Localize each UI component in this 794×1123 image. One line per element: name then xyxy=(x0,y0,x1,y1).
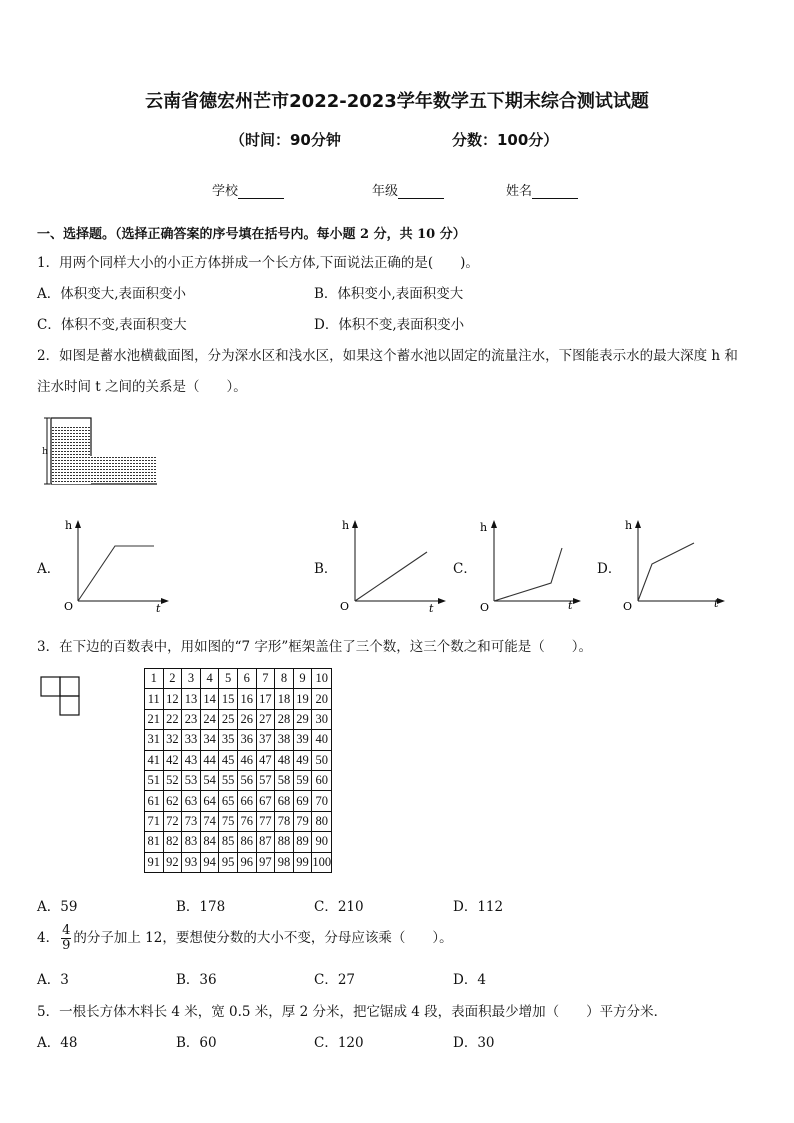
hundred-chart-cell: 6 xyxy=(237,669,256,689)
hundred-chart-row xyxy=(145,730,332,750)
hundred-chart-cell: 15 xyxy=(219,689,238,709)
hundred-chart-cell: 57 xyxy=(256,770,275,790)
hundred-chart-cell: 87 xyxy=(256,832,275,852)
hundred-chart-cell: 51 xyxy=(145,770,164,790)
graph-b-t-label: t xyxy=(429,602,434,615)
school-field[interactable] xyxy=(212,180,284,199)
q4-stem-row xyxy=(37,920,453,956)
hundred-chart-cell: 40 xyxy=(312,730,332,750)
q4-fraction xyxy=(61,924,71,953)
hundred-chart-row xyxy=(145,770,332,790)
hundred-chart-row xyxy=(145,750,332,770)
hundred-chart-cell: 90 xyxy=(312,832,332,852)
q4-denominator: 9 xyxy=(62,938,71,953)
hundred-chart-cell: 16 xyxy=(237,689,256,709)
hundred-chart-cell: 42 xyxy=(163,750,182,770)
q1-option-b: B．体积变小,表面积变大 xyxy=(314,286,464,302)
hundred-chart-cell: 13 xyxy=(182,689,201,709)
q1-option-a: A．体积变大,表面积变小 xyxy=(37,286,187,302)
hundred-chart-cell: 98 xyxy=(275,852,294,872)
pool-cross-section-figure xyxy=(40,412,162,492)
hundred-chart-cell: 23 xyxy=(182,709,201,729)
q2-stem-line2: 注水时间 t 之间的关系是（ ）。 xyxy=(37,379,247,395)
graph-a xyxy=(60,515,172,615)
graph-c xyxy=(476,515,588,615)
exam-time: （时间：90分钟 xyxy=(230,131,341,149)
q3-option-c: C．210 xyxy=(314,899,364,915)
hundred-chart-cell: 76 xyxy=(237,811,256,831)
hundred-chart-cell: 59 xyxy=(293,770,312,790)
q3-option-b: B．178 xyxy=(176,899,226,915)
hundred-chart-cell: 81 xyxy=(145,832,164,852)
q3-option-a: A．59 xyxy=(37,899,78,915)
graph-d-origin: O xyxy=(623,600,633,613)
deep-area xyxy=(52,426,90,484)
q2-option-b: B． xyxy=(314,561,338,577)
graph-a-t-label: t xyxy=(156,602,161,615)
hundred-chart-cell: 96 xyxy=(237,852,256,872)
hundred-chart-cell: 52 xyxy=(163,770,182,790)
q3-option-d: D．112 xyxy=(453,899,504,915)
hundred-chart xyxy=(144,668,332,873)
q4-option-a: A．3 xyxy=(37,972,69,988)
hundred-chart-cell: 2 xyxy=(163,669,182,689)
hundred-chart-row xyxy=(145,791,332,811)
hundred-chart-cell: 62 xyxy=(163,791,182,811)
graph-d-t-label: t xyxy=(714,597,719,610)
hundred-chart-cell: 30 xyxy=(312,709,332,729)
hundred-chart-cell: 5 xyxy=(219,669,238,689)
hundred-chart-cell: 68 xyxy=(275,791,294,811)
seven-shape-frame xyxy=(40,676,82,718)
hundred-chart-cell: 21 xyxy=(145,709,164,729)
hundred-chart-cell: 28 xyxy=(275,709,294,729)
hundred-chart-cell: 24 xyxy=(200,709,219,729)
school-label: 学校 xyxy=(212,184,239,199)
q2-option-a: A． xyxy=(37,561,61,577)
hundred-chart-cell: 61 xyxy=(145,791,164,811)
q4-number: 4． xyxy=(37,930,60,946)
hundred-chart-cell: 34 xyxy=(200,730,219,750)
q2-option-c: C． xyxy=(453,561,477,577)
hundred-chart-cell: 50 xyxy=(312,750,332,770)
hundred-chart-cell: 31 xyxy=(145,730,164,750)
q1-stem: 1．用两个同样大小的小正方体拼成一个长方体,下面说法正确的是( )。 xyxy=(37,255,479,271)
hundred-chart-cell: 99 xyxy=(293,852,312,872)
graph-d xyxy=(620,515,732,615)
hundred-chart-cell: 94 xyxy=(200,852,219,872)
hundred-chart-cell: 72 xyxy=(163,811,182,831)
q4-option-d: D．4 xyxy=(453,972,486,988)
hundred-chart-row xyxy=(145,689,332,709)
hundred-chart-cell: 18 xyxy=(275,689,294,709)
q3-stem: 3．在下边的百数表中，用如图的“7 字形”框架盖住了三个数，这三个数之和可能是（ ）。 xyxy=(37,639,593,655)
hundred-chart-cell: 70 xyxy=(312,791,332,811)
hundred-chart-cell: 56 xyxy=(237,770,256,790)
hundred-chart-row xyxy=(145,811,332,831)
hundred-chart-cell: 73 xyxy=(182,811,201,831)
hundred-chart-cell: 45 xyxy=(219,750,238,770)
exam-score: 分数：100分） xyxy=(452,131,559,149)
hundred-chart-cell: 11 xyxy=(145,689,164,709)
hundred-chart-cell: 44 xyxy=(200,750,219,770)
hundred-chart-cell: 79 xyxy=(293,811,312,831)
hundred-chart-cell: 1 xyxy=(145,669,164,689)
hundred-chart-cell: 64 xyxy=(200,791,219,811)
hundred-chart-cell: 35 xyxy=(219,730,238,750)
hundred-chart-cell: 25 xyxy=(219,709,238,729)
graph-a-h-label: h xyxy=(65,519,73,532)
hundred-chart-cell: 9 xyxy=(293,669,312,689)
hundred-chart-cell: 86 xyxy=(237,832,256,852)
hundred-chart-cell: 14 xyxy=(200,689,219,709)
hundred-chart-cell: 10 xyxy=(312,669,332,689)
graph-b xyxy=(337,515,449,615)
hundred-chart-cell: 12 xyxy=(163,689,182,709)
hundred-chart-cell: 20 xyxy=(312,689,332,709)
hundred-chart-cell: 17 xyxy=(256,689,275,709)
hundred-chart-cell: 48 xyxy=(275,750,294,770)
hundred-chart-cell: 93 xyxy=(182,852,201,872)
hundred-chart-cell: 29 xyxy=(293,709,312,729)
q1-option-d: D．体积不变,表面积变小 xyxy=(314,317,465,333)
hundred-chart-cell: 80 xyxy=(312,811,332,831)
hundred-chart-cell: 22 xyxy=(163,709,182,729)
grade-blank[interactable] xyxy=(398,184,444,199)
q5-option-d: D．30 xyxy=(453,1035,495,1051)
hundred-chart-row xyxy=(145,669,332,689)
q5-option-c: C．120 xyxy=(314,1035,364,1051)
hundred-chart-cell: 46 xyxy=(237,750,256,770)
graph-c-h-label: h xyxy=(480,521,488,534)
hundred-chart-cell: 8 xyxy=(275,669,294,689)
hundred-chart-cell: 75 xyxy=(219,811,238,831)
hundred-chart-cell: 67 xyxy=(256,791,275,811)
hundred-chart-cell: 63 xyxy=(182,791,201,811)
hundred-chart-cell: 60 xyxy=(312,770,332,790)
hundred-chart-cell: 88 xyxy=(275,832,294,852)
q2-stem-line1: 2．如图是蓄水池横截面图，分为深水区和浅水区，如果这个蓄水池以固定的流量注水，下图能表示水的最大深度 h 和 xyxy=(37,348,738,364)
graph-a-line xyxy=(78,546,154,601)
hundred-chart-cell: 66 xyxy=(237,791,256,811)
name-label: 姓名 xyxy=(506,184,533,199)
graph-d-line xyxy=(638,543,694,601)
graph-a-origin: O xyxy=(64,600,74,613)
hundred-chart-cell: 55 xyxy=(219,770,238,790)
hundred-chart-cell: 85 xyxy=(219,832,238,852)
q1-option-c: C．体积不变,表面积变大 xyxy=(37,317,187,333)
hundred-chart-cell: 74 xyxy=(200,811,219,831)
q4-stem: 的分子加上 12，要想使分数的大小不变，分母应该乘（ ）。 xyxy=(73,930,453,946)
graph-c-line xyxy=(494,548,562,601)
hundred-chart-cell: 37 xyxy=(256,730,275,750)
graph-b-origin: O xyxy=(340,600,350,613)
hundred-chart-cell: 54 xyxy=(200,770,219,790)
hundred-chart-cell: 53 xyxy=(182,770,201,790)
hundred-chart-cell: 58 xyxy=(275,770,294,790)
hundred-chart-cell: 71 xyxy=(145,811,164,831)
q5-stem: 5．一根长方体木料长 4 米，宽 0.5 米，厚 2 分米，把它锯成 4 段，表面积最少增加（ ）平方分米． xyxy=(37,1004,668,1020)
depth-label: h xyxy=(42,447,48,457)
hundred-chart-row xyxy=(145,832,332,852)
hundred-chart-cell: 33 xyxy=(182,730,201,750)
hundred-chart-cell: 27 xyxy=(256,709,275,729)
hundred-chart-cell: 83 xyxy=(182,832,201,852)
q4-option-c: C．27 xyxy=(314,972,356,988)
q5-option-a: A．48 xyxy=(37,1035,78,1051)
hundred-chart-cell: 32 xyxy=(163,730,182,750)
hundred-chart-cell: 3 xyxy=(182,669,201,689)
hundred-chart-cell: 92 xyxy=(163,852,182,872)
section-heading: 一、选择题。（选择正确答案的序号填在括号内。每小题 2 分，共 10 分） xyxy=(37,227,466,242)
hundred-chart-cell: 39 xyxy=(293,730,312,750)
hundred-chart-cell: 38 xyxy=(275,730,294,750)
hundred-chart-cell: 36 xyxy=(237,730,256,750)
hundred-chart-cell: 7 xyxy=(256,669,275,689)
page-title: 云南省德宏州芒市2022-2023学年数学五下期末综合测试试题 xyxy=(145,91,649,112)
grade-field[interactable] xyxy=(372,180,444,199)
hundred-chart-cell: 95 xyxy=(219,852,238,872)
hundred-chart-cell: 91 xyxy=(145,852,164,872)
name-field[interactable] xyxy=(506,180,578,199)
graph-c-origin: O xyxy=(480,601,490,614)
hundred-chart-cell: 26 xyxy=(237,709,256,729)
q2-option-d: D． xyxy=(597,561,622,577)
hundred-chart-cell: 77 xyxy=(256,811,275,831)
hundred-chart-cell: 43 xyxy=(182,750,201,770)
graph-b-line xyxy=(355,552,427,601)
name-blank[interactable] xyxy=(532,184,578,199)
q4-numerator: 4 xyxy=(62,923,71,938)
graph-c-t-label: t xyxy=(568,599,573,612)
hundred-chart-cell: 65 xyxy=(219,791,238,811)
hundred-chart-cell: 89 xyxy=(293,832,312,852)
hundred-chart-cell: 41 xyxy=(145,750,164,770)
hundred-chart-cell: 100 xyxy=(312,852,332,872)
hundred-chart-cell: 97 xyxy=(256,852,275,872)
q4-option-b: B．36 xyxy=(176,972,217,988)
hundred-chart-cell: 69 xyxy=(293,791,312,811)
graph-d-h-label: h xyxy=(625,519,633,532)
hundred-chart-cell: 84 xyxy=(200,832,219,852)
graph-b-h-label: h xyxy=(342,519,350,532)
grade-label: 年级 xyxy=(372,184,399,199)
hundred-chart-row xyxy=(145,852,332,872)
school-blank[interactable] xyxy=(238,184,284,199)
q5-option-b: B．60 xyxy=(176,1035,217,1051)
hundred-chart-cell: 47 xyxy=(256,750,275,770)
hundred-chart-cell: 82 xyxy=(163,832,182,852)
shallow-area xyxy=(90,456,157,484)
hundred-chart-cell: 49 xyxy=(293,750,312,770)
hundred-chart-cell: 4 xyxy=(200,669,219,689)
hundred-chart-row xyxy=(145,709,332,729)
hundred-chart-cell: 19 xyxy=(293,689,312,709)
hundred-chart-cell: 78 xyxy=(275,811,294,831)
